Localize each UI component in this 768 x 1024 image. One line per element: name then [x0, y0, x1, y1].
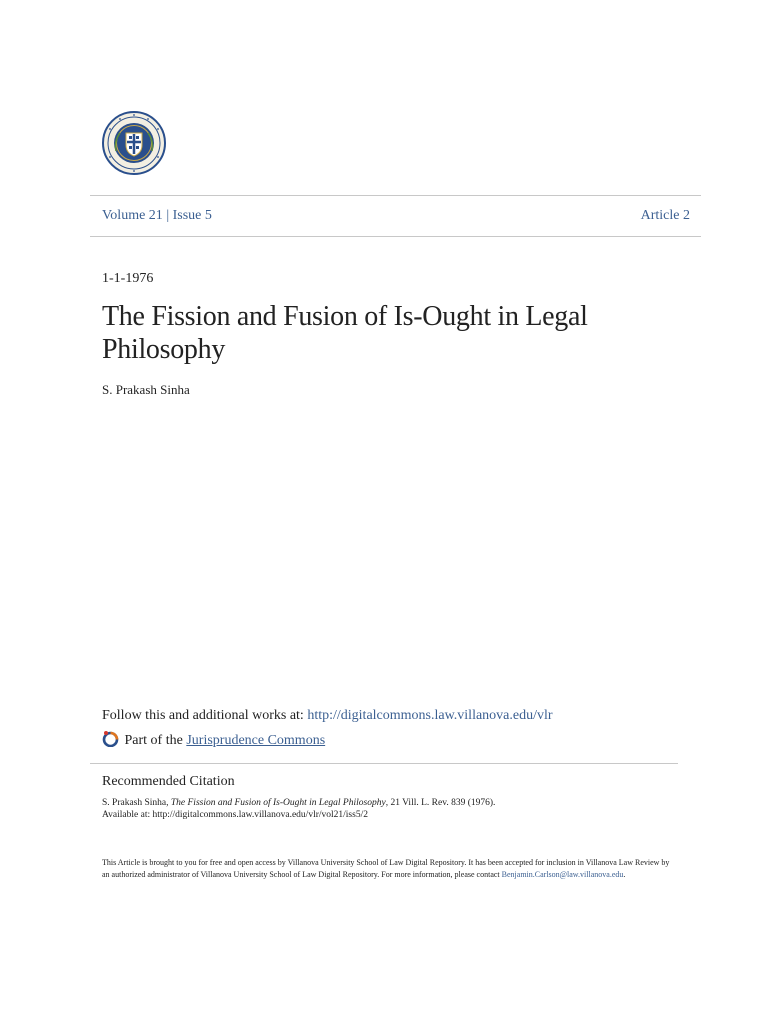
header-top-divider [90, 195, 701, 196]
bepress-commons-icon [102, 730, 119, 747]
repository-link[interactable]: http://digitalcommons.law.villanova.edu/vlr [307, 708, 553, 723]
volume-issue-separator: | [166, 208, 170, 223]
notice-end: . [623, 870, 626, 879]
header-bottom-divider [90, 236, 701, 237]
publication-date: 1-1-1976 [102, 271, 154, 286]
follow-label: Follow this and additional works at: [102, 708, 304, 723]
repository-notice [102, 857, 672, 881]
citation-line [102, 797, 495, 809]
school-seal-logo [102, 111, 166, 175]
volume-link[interactable]: Volume 21 [102, 208, 163, 223]
citation-author: S. Prakash Sinha, [102, 798, 169, 808]
part-of-label: Part of the [124, 733, 183, 748]
citation-title: The Fission and Fusion of Is-Ought in Legal Philosophy [170, 798, 386, 808]
citation-available-at: Available at: http://digitalcommons.law.villanova.edu/vlr/vol21/iss5/2 [102, 810, 368, 820]
jurisprudence-commons-link[interactable]: Jurisprudence Commons [186, 733, 326, 748]
recommended-citation-heading: Recommended Citation [102, 774, 235, 789]
notice-text: This Article is brought to you for free and open access by Villanova University School of Law Digital Repository. It has been accepted for inclusion in Villanova Law Review by an authorized administrator of Villanova University School of Law Digital Repository. For more information, please contact [102, 858, 670, 879]
citation-divider [90, 763, 678, 764]
article-author: S. Prakash Sinha [102, 382, 190, 397]
issue-link[interactable]: Issue 5 [172, 208, 212, 223]
article-link[interactable]: Article 2 [640, 208, 690, 223]
citation-source: , 21 Vill. L. Rev. 839 (1976). [385, 798, 496, 808]
part-of-line [102, 730, 325, 751]
contact-email-link[interactable]: Benjamin.Carlson@law.villanova.edu [501, 870, 624, 879]
follow-line [102, 707, 553, 725]
article-title: The Fission and Fusion of Is-Ought in Legal Philosophy [102, 301, 588, 365]
